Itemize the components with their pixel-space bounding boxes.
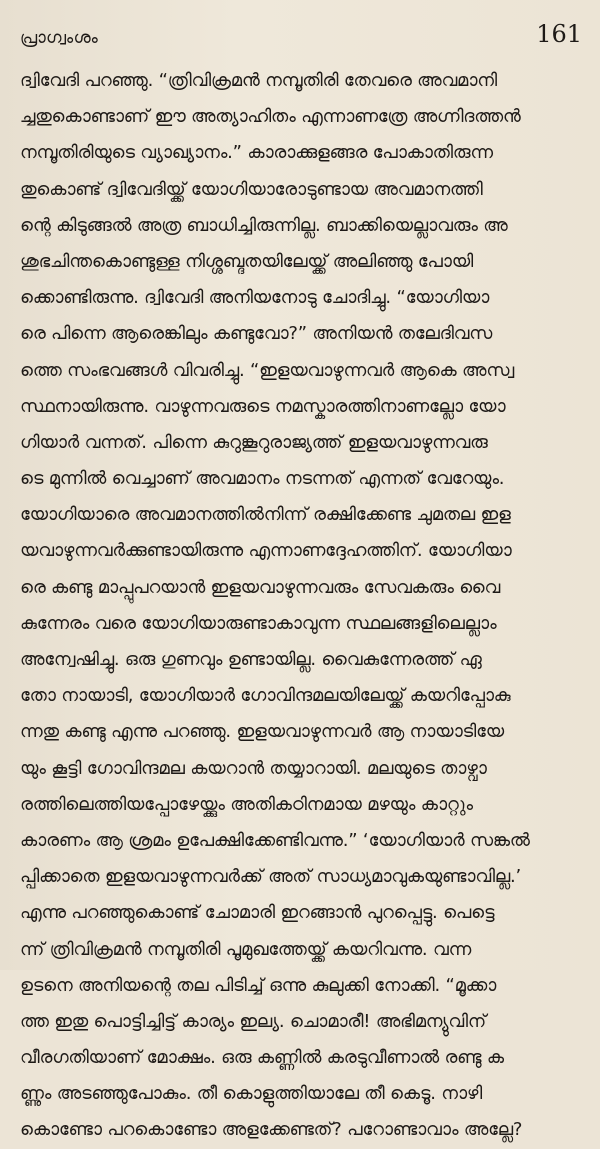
text-line: ന്ന് ത്രിവിക്രമൻ നമ്പൂതിരി പൂമുഖത്തേയ്ക്ക് കയറിവന്നു. വന്ന [20,938,472,960]
text-line: രെ കണ്ടു മാപ്പുപറയാൻ ഇളയവാഴുന്നവരും സേവകരും വൈ [20,576,501,598]
text-line: കൊണ്ടോ പറകൊണ്ടോ അളക്കേണ്ടത്? പറോണ്ടാവാം അല്ലേ? [20,1119,523,1141]
text-line: ഉടനെ അനിയന്റെ തല പിടിച്ച് ഒന്നു കുലുക്കി നോക്കി. “മൂക്കാ [20,974,497,996]
text-line: തോ നായാടി, യോഗിയാർ ഗോവിന്ദമലയിലേയ്ക്ക് കയറിപ്പോകു [20,685,511,707]
text-line: സ്ഥനായിരുന്നു. വാഴുന്നവരുടെ നമസ്കാരത്തിനാണല്ലോ യോ [20,395,506,417]
text-line: ണ്ണും അടഞ്ഞുപോകും. തീ കൊളുത്തിയാലേ തീ കെടൂ. നാഴി [20,1083,483,1105]
text-line: തുകൊണ്ട് ദ്വിവേദിയ്ക്ക് യോഗിയാരോടുണ്ടായ അവമാനത്തി [20,178,483,200]
text-line: ത്തെ സംഭവങ്ങൾ വിവരിച്ചു. “ഇളയവാഴുന്നവർ ആകെ അസ്വ [20,359,515,381]
text-line: ച്ചതുകൊണ്ടാണ് ഈ അത്യാഹിതം എന്നാണത്രേ അഗ്നിദത്തൻ [20,106,521,128]
text-line: വീരഗതിയാണ് മോക്ഷം. ഒരു കണ്ണിൽ കരടുവീണാൽ രണ്ടു ക [20,1047,504,1069]
text-line: ത്ത ഇതു പൊട്ടിച്ചിട്ട് കാര്യം ഇല്യ. ചൊമാരീ! അഭിമന്യുവിന് [20,1010,486,1032]
text-line: ടെ മുന്നിൽ വെച്ചാണ് അവമാനം നടന്നത് എന്നത് വേറേയും. [20,468,505,490]
text-line: എന്നു പറഞ്ഞുകൊണ്ട് ചോമാരി ഇറങ്ങാൻ പുറപ്പെട്ടു. പെട്ടെ [20,902,495,924]
text-line: രെ പിന്നെ ആരെങ്കിലും കണ്ടുവോ?” അനിയൻ തലേദിവസ [20,323,493,345]
text-line: പ്പിക്കാതെ ഇളയവാഴുന്നവർക്ക് അത് സാധ്യമാവുകയുണ്ടാവില്ല.’ [20,866,522,888]
text-line: ദ്വിവേദി പറഞ്ഞു. “ത്രിവിക്രമൻ നമ്പൂതിരി തേവരെ അവമാനി [20,70,497,91]
text-line: ശുഭചിന്തകൊണ്ടുള്ള നിശ്ശബ്ദതയിലേയ്ക്ക് അലിഞ്ഞു പോയി [20,250,474,272]
text-line: ഗിയാർ വന്നത്. പിന്നെ കുറുങ്കൂറുരാജ്യത്ത് ഇളയവാഴുന്നവരു [20,431,488,453]
text-line: യും കൂട്ടി ഗോവിന്ദമല കയറാൻ തയ്യാറായി. മലയുടെ താഴ്വാ [20,757,487,779]
text-line: നമ്പൂതിരിയുടെ വ്യാഖ്യാനം.” കാരാക്കുളങ്ങര പോകാതിരുന്ന [20,142,493,164]
page-number: 161 [536,20,582,48]
text-line: ക്കൊണ്ടിരുന്നു. ദ്വിവേദി അനിയനോടു ചോദിച്ചു. “യോഗിയാ [20,287,490,309]
text-line: ന്നതു കണ്ടു എന്നു പറഞ്ഞു. ഇളയവാഴുന്നവർ ആ നായാടിയേ [20,721,504,743]
text-line: രത്തിലെത്തിയപ്പോഴേയ്ക്കും അതികഠിനമായ മഴയും കാറ്റും [20,793,473,815]
text-line: യവാഴുന്നവർക്കുണ്ടായിരുന്നു എന്നാണദ്ദേഹത്തിന്. യോഗിയാ [20,540,512,562]
text-line: ന്റെ കിടുങ്ങൽ അത്ര ബാധിച്ചിരുന്നില്ല. ബാക്കിയെല്ലാവരും അ [20,214,508,236]
text-line: കാരണം ആ ശ്രമം ഉപേക്ഷിക്കേണ്ടിവന്നു.” ‘യോഗിയാർ സങ്കൽ [20,829,530,851]
running-head-title: പ്രാഗ്വംശം [20,28,99,48]
text-line: അന്വേഷിച്ചു. ഒരു ഗുണവും ഉണ്ടായില്ല. വൈകുന്നേരത്ത് ഏ [20,649,482,670]
text-line: കുന്നേരം വരെ യോഗിയാരുണ്ടാകാവുന്ന സ്ഥലങ്ങളിലെല്ലാം [20,612,497,634]
body-text [20,63,586,1149]
text-line: യോഗിയാരെ അവമാനത്തിൽനിന്ന് രക്ഷിക്കേണ്ട ചുമതല ഇള [20,504,511,526]
